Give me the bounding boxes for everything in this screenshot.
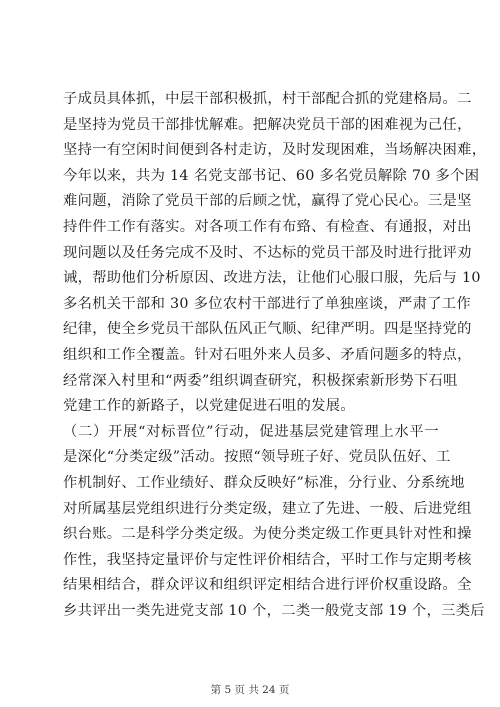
text-line: 乡共评出一类先进党支部 10 个，二类一般党支部 19 个，三类后 — [63, 602, 485, 619]
page-number-footer: 第 5 页 共 24 页 — [210, 684, 290, 696]
text-line: 子成员具体抓，中层干部积极抓，村干部配合抓的党建格局。二 — [63, 91, 472, 107]
text-line: 作机制好、工作业绩好、群众反映好”标准，分行业、分系统地 — [63, 474, 465, 491]
section-heading-line: （二）开展“对标晋位”行动，促进基层党建管理上水平一 — [63, 423, 439, 440]
text-line: 诫，帮助他们分析原因、改进方法，让他们心服口服，先后与 10 — [63, 270, 481, 287]
text-line: 结果相结合，群众评议和组织评定相结合进行评价权重设路。全 — [63, 577, 472, 594]
document-body — [63, 87, 487, 624]
text-line: 是坚持为党员干部排忧解难。把解决党员干部的困难视为己任， — [63, 116, 472, 133]
text-line: 经常深入村里和“两委”组织调查研究，积极探索新形势下石咀 — [63, 372, 458, 389]
text-line: 现问题以及任务完成不及时、不达标的党员干部及时进行批评劝 — [63, 244, 472, 261]
text-line: 纪律，使全乡党员干部队伍风正气顺、纪律严明。四是坚持党的 — [63, 321, 472, 338]
text-line: 今年以来，共为 14 名党支部书记、60 多名党员解除 70 多个困 — [63, 167, 480, 184]
text-line: 作性，我坚持定量评价与定性评价相结合，平时工作与定期考核 — [63, 551, 472, 568]
text-line: 难问题，消除了党员干部的后顾之忧，赢得了党心民心。三是坚 — [63, 193, 472, 210]
text-line: 多名机关干部和 30 多位农村干部进行了单独座谈，严肃了工作 — [63, 295, 471, 312]
text-line: 对所属基层党组织进行分类定级，建立了先进、一般、后进党组 — [63, 500, 472, 517]
text-line: 坚持一有空闲时间便到各村走访，及时发现困难，当场解决困难， — [63, 142, 487, 159]
text-line: 织台账。二是科学分类定级。为使分类定级工作更具针对性和操 — [63, 526, 472, 543]
text-line: 持件件工作有落实。对各项工作有布臵、有检查、有通报，对出 — [63, 218, 472, 235]
text-line: 党建工作的新路子，以党建促进石咀的发展。 — [63, 398, 355, 415]
text-line: 是深化“分类定级”活动。按照“领导班子好、党员队伍好、工 — [63, 449, 451, 466]
text-line: 组织和工作全覆盖。针对石咀外来人员多、矛盾问题多的特点， — [63, 346, 472, 363]
